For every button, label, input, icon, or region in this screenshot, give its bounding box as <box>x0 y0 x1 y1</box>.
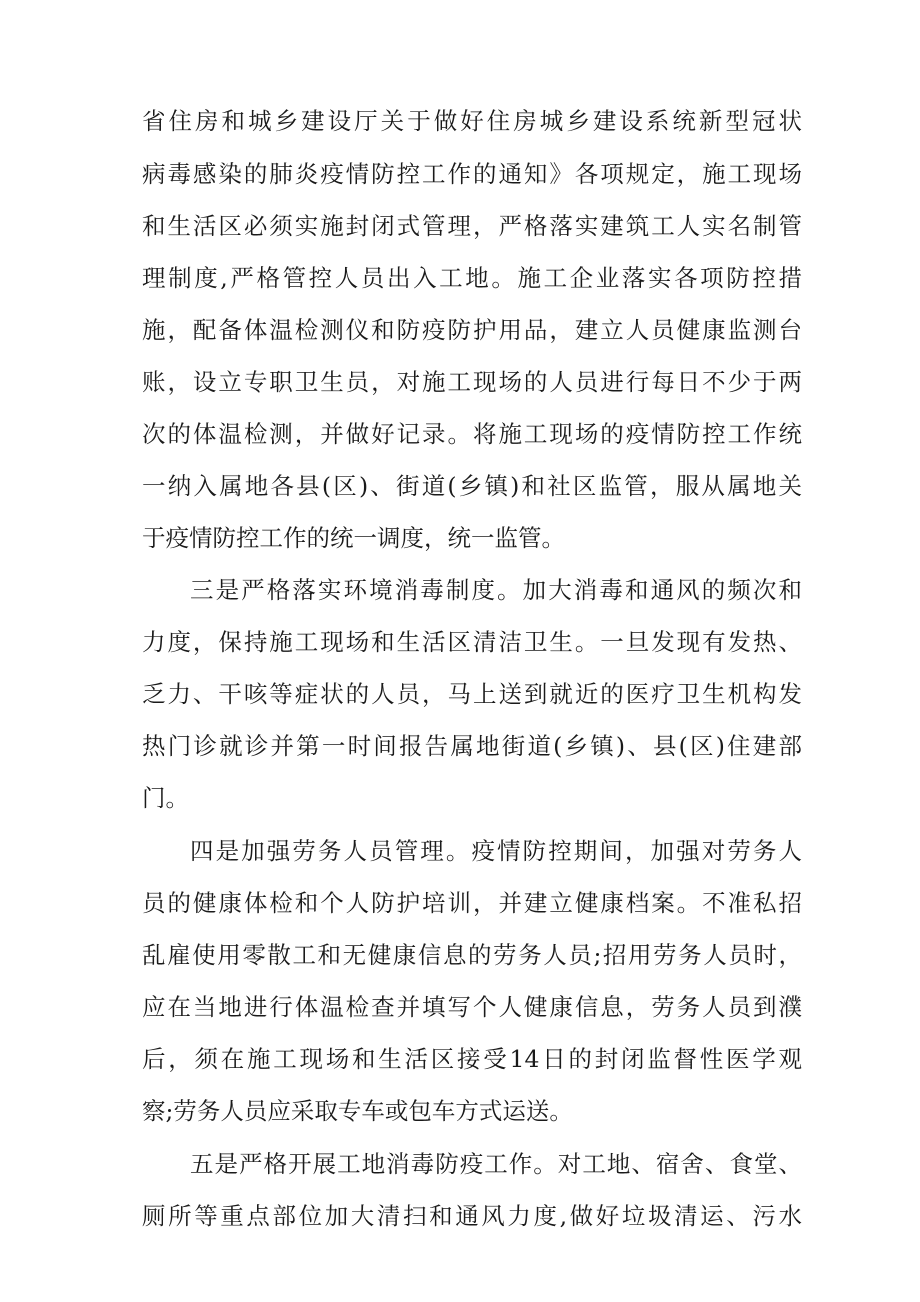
text-line: 理制度,严格管控人员出入工地。施工企业落实各项防控措 <box>142 264 802 292</box>
text-line: 乱雇使用零散工和无健康信息的劳务人员;招用劳务人员时， <box>142 941 802 969</box>
text-line: 和生活区必须实施封闭式管理，严格落实建筑工人实名制管 <box>142 212 802 240</box>
text-line: 厕所等重点部位加大清扫和通风力度,做好垃圾清运、污水 <box>142 1202 802 1230</box>
text-line: 省住房和城乡建设厅关于做好住房城乡建设系统新型冠状 <box>142 107 802 135</box>
text-line: 施，配备体温检测仪和防疫防护用品，建立人员健康监测台 <box>142 316 802 344</box>
paragraph-start-line: 五是严格开展工地消毒防疫工作。对工地、宿舍、食堂、 <box>190 1150 802 1178</box>
text-line: 账，设立专职卫生员，对施工现场的人员进行每日不少于两 <box>142 368 802 396</box>
text-line: 一纳入属地各县(区)、街道(乡镇)和社区监管，服从属地关 <box>142 472 802 500</box>
text-line: 察;劳务人员应采取专车或包车方式运送。 <box>142 1097 573 1125</box>
text-line: 门。 <box>142 784 189 812</box>
text-line: 病毒感染的肺炎疫情防控工作的通知》各项规定，施工现场 <box>142 160 802 188</box>
paragraph-start-line: 三是严格落实环境消毒制度。加大消毒和通风的频次和 <box>190 576 802 604</box>
text-line: 于疫情防控工作的统一调度，统一监管。 <box>142 524 565 552</box>
text-line: 力度，保持施工现场和生活区清洁卫生。一旦发现有发热、 <box>142 628 802 656</box>
text-line: 应在当地进行体温检查并填写个人健康信息，劳务人员到濮 <box>142 993 802 1021</box>
text-line: 次的体温检测，并做好记录。将施工现场的疫情防控工作统 <box>142 420 802 448</box>
text-line: 乏力、干咳等症状的人员，马上送到就近的医疗卫生机构发 <box>142 680 802 708</box>
paragraph-start-line: 四是加强劳务人员管理。疫情防控期间，加强对劳务人 <box>190 837 802 865</box>
text-line: 员的健康体检和个人防护培训，并建立健康档案。不准私招 <box>142 889 802 917</box>
text-line: 后，须在施工现场和生活区接受14日的封闭监督性医学观 <box>142 1045 802 1073</box>
text-line: 热门诊就诊并第一时间报告属地街道(乡镇)、县(区)住建部 <box>142 732 802 760</box>
